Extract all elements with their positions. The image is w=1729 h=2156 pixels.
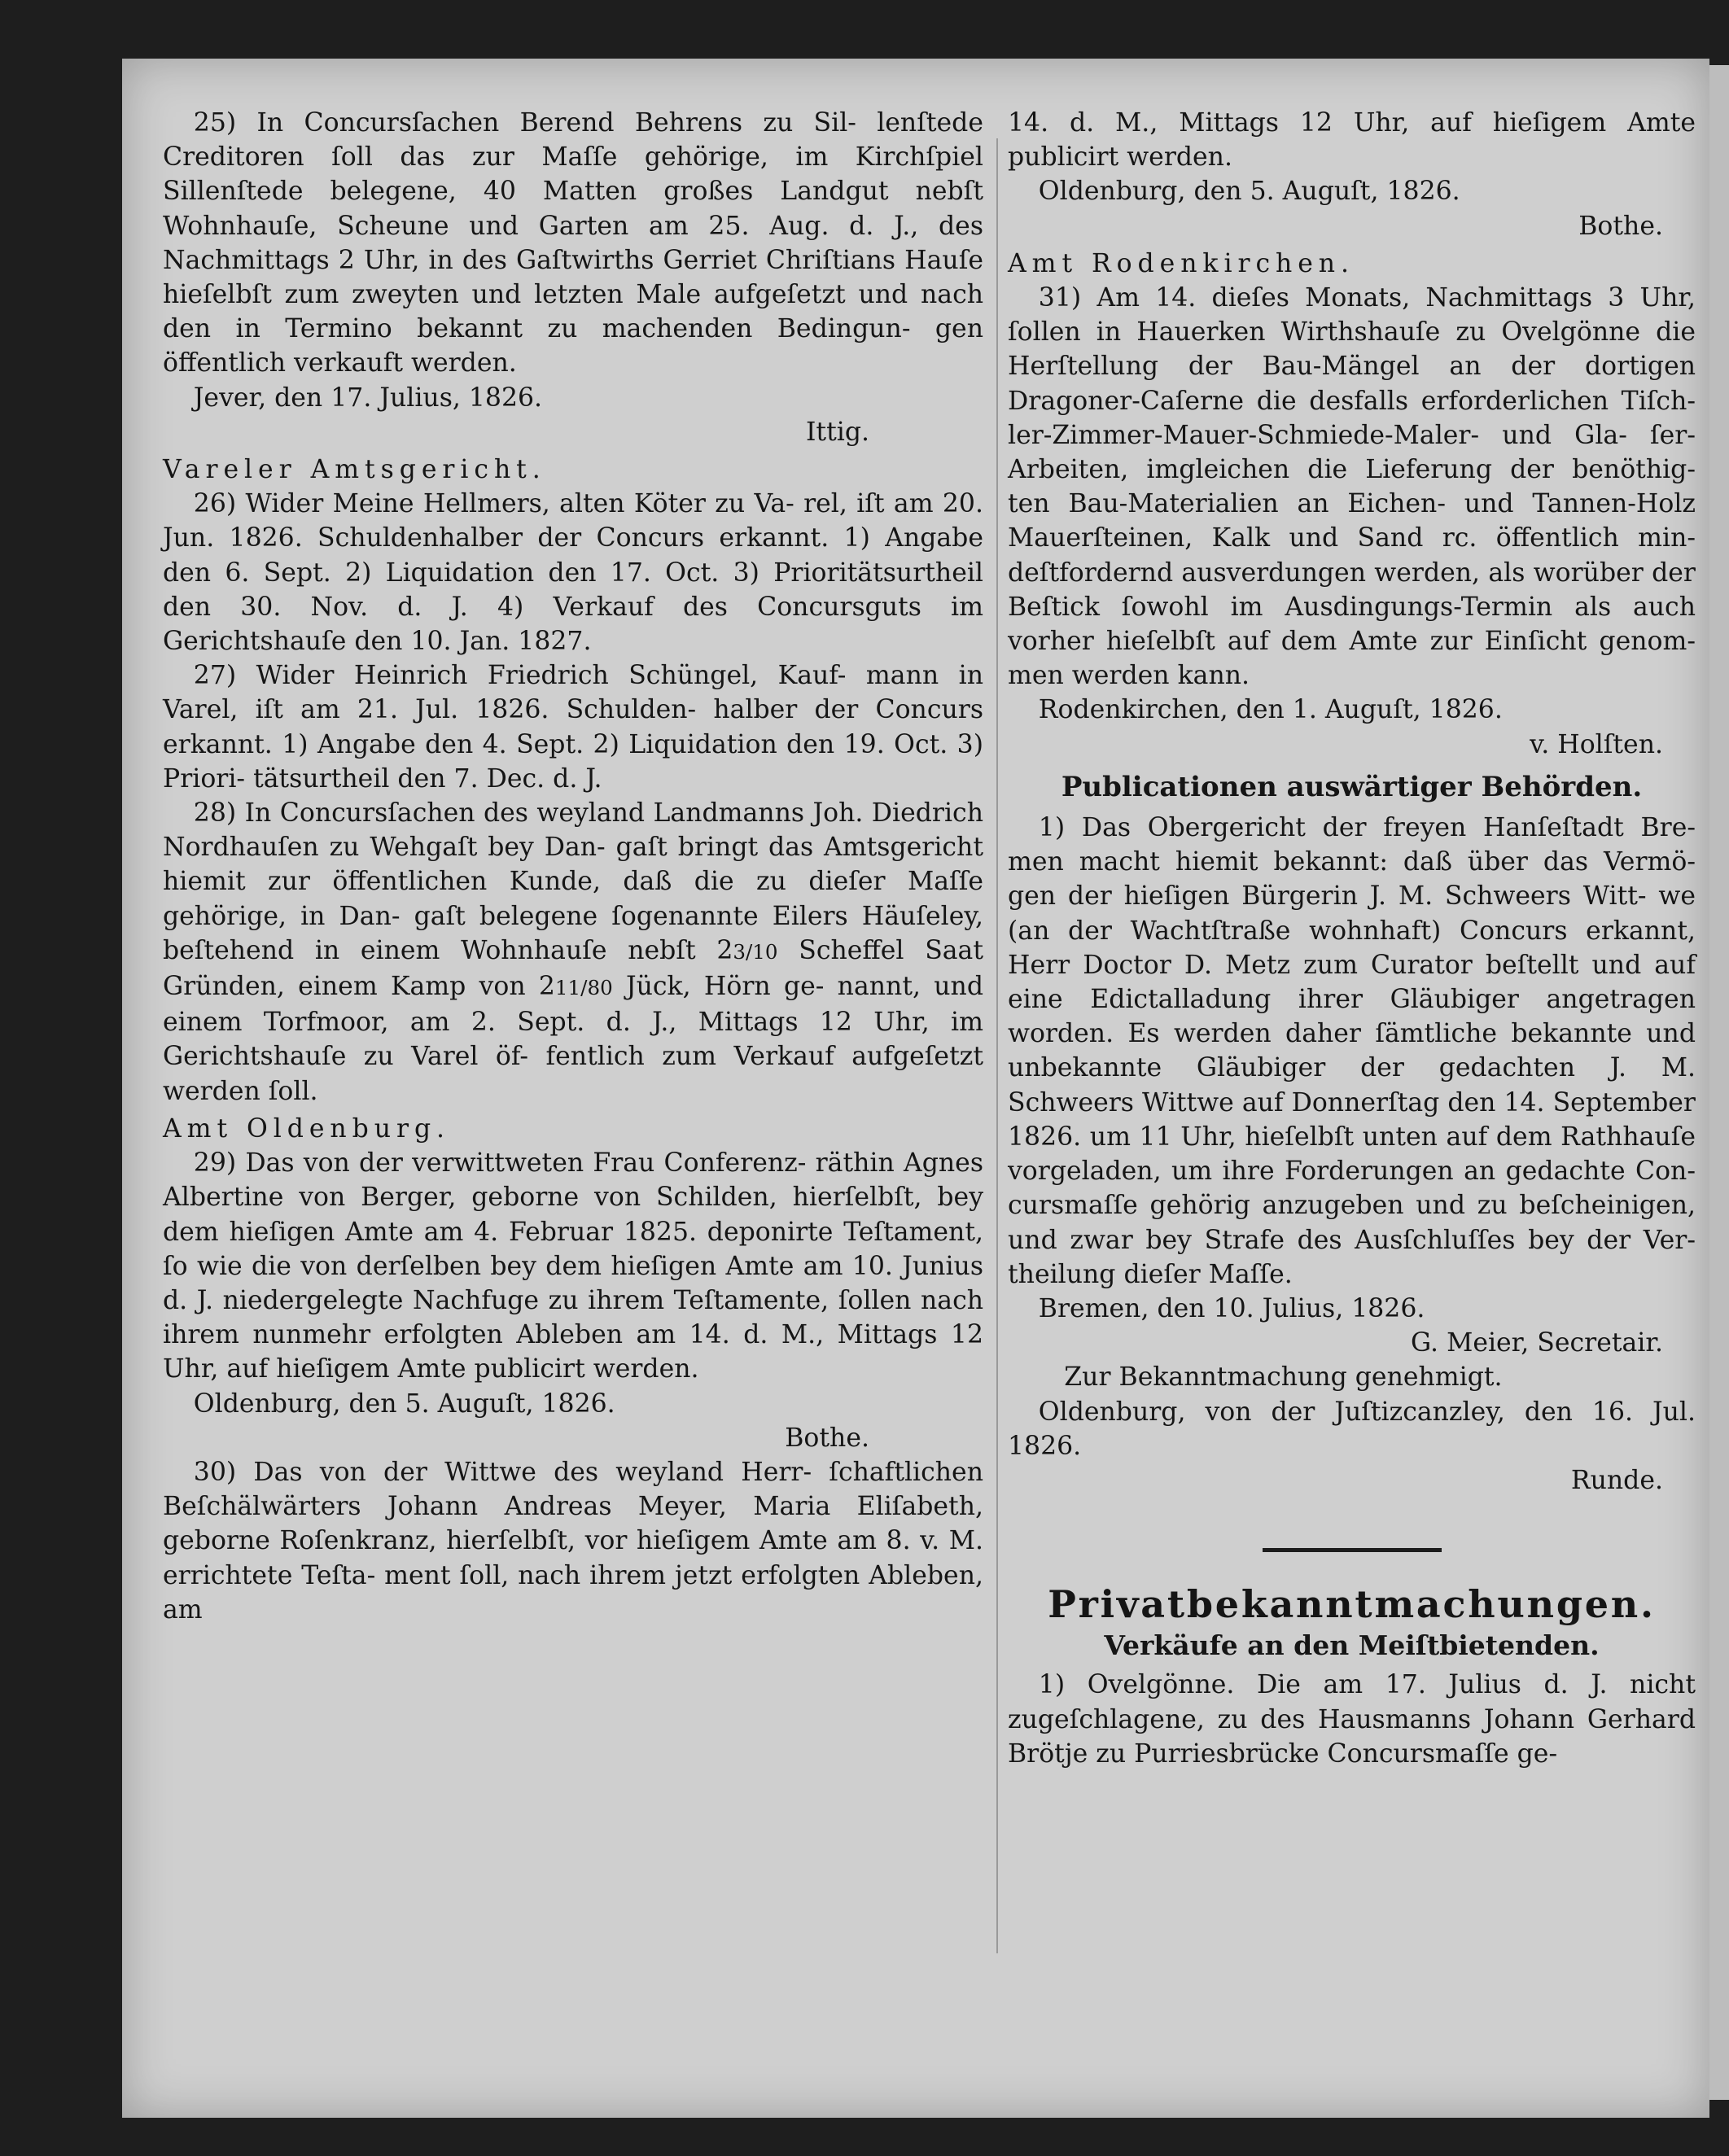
- notice-28-part-c: Jück, Hörn ge- nannt, und einem Torfmoor, am 2. Sept. d. J., Mittags 12 Uhr, im Gerichtshauſe zu Varel öf- fentlich zum Verkauf aufgeſetzt werden ſoll.: [163, 972, 983, 1106]
- approval-signature: Runde.: [1570, 1465, 1663, 1495]
- publication-1-signature: G. Meier, Secretair.: [1411, 1328, 1663, 1358]
- fraction-jueck: 11/80: [554, 976, 613, 1000]
- notice-25-date: Jever, den 17. Julius, 1826.: [193, 383, 543, 413]
- section-heading-publications: Publicationen auswärtiger Behörden.: [1061, 770, 1643, 803]
- notice-30: 30) Das von der Wittwe des weyland Herr- ſchaftlichen Beſchälwärters Johann Andreas Meyer, Maria Eliſabeth, geborne Roſenkranz, hierſelbſt, vor hieſigem Amte am 8. v. M. errichtete Teſta- ment ſoll, nach ihrem jetzt erfolgten Ableben, am: [163, 1457, 983, 1625]
- notice-28-part-a: 28) In Concursſachen des weyland Landmanns Joh. Diedrich Nordhauſen zu Wehgaſt bey Dan- gaſt bringt das Amtsgericht hiemit zur öffentlichen Kunde, daß die zu dieſer Maſſe gehörige, in Dan- gaſt belegene ſogenannte Eilers Häuſeley, beſtehend in einem Wohnhauſe nebſt 2: [163, 798, 983, 965]
- notice-27: 27) Wider Heinrich Friedrich Schüngel, Kauf- mann in Varel, iſt am 21. Jul. 1826. Schulden- halber der Concurs erkannt. 1) Angabe den 4. Sept. 2) Liquidation den 19. Oct. 3) Priori- tätsurtheil den 7. Dec. d. J.: [163, 661, 983, 794]
- section-heading-private: Privatbekanntmachungen.: [1048, 1582, 1656, 1627]
- publication-1: 1) Das Obergericht der freyen Hanſeſtadt Bre- men macht hiemit bekannt: daß über das Vermö- gen der hieſigen Bürgerin J. M. Schweers Witt- we (an der Wachtſtraße wohnhaft) Concurs erkannt, Herr Doctor D. Metz zum Curator beſtellt und auf eine Edictalladung ihrer Gläubiger angetragen worden. Es werden daher ſämtliche bekannte und unbekannte Gläubiger der gedachten J. M. Schweers Wittwe auf Donnerſtag den 14. September 1826. um 11 Uhr, hieſelbſt unten auf dem Rathhauſe vorgeladen, um ihre Forderungen an gedachte Con- cursmaſſe gehörig anzugeben und zu beſcheinigen, und zwar bey Strafe des Ausſchluſſes bey der Ver- theilung dieſer Maſſe.: [1008, 813, 1696, 1289]
- notice-29-date: Oldenburg, den 5. Auguſt, 1826.: [193, 1388, 615, 1419]
- notice-28: [163, 796, 983, 1109]
- notice-30-continued: 14. d. M., Mittags 12 Uhr, auf hieſigem Amte publicirt werden.: [1008, 108, 1696, 173]
- notice-30-date: Oldenburg, den 5. Auguſt, 1826.: [1038, 177, 1460, 207]
- right-column: [1008, 106, 1696, 1771]
- approval-date: Oldenburg, von der Juſtizcanzley, den 16. Jul. 1826.: [1008, 1397, 1696, 1461]
- notice-25-signature: Ittig.: [805, 417, 869, 447]
- notice-26: 26) Wider Meine Hellmers, alten Köter zu Va- rel, iſt am 20. Jun. 1826. Schuldenhalber der Concurs erkannt. 1) Angabe den 6. Sept. 2) Liquidation den 17. Oct. 3) Prioritätsurtheil den 30. Nov. d. J. 4) Verkauf des Concursguts im Gerichtshauſe den 10. Jan. 1827.: [163, 489, 983, 657]
- notice-29-signature: Bothe.: [785, 1423, 869, 1453]
- court-heading-varel: Vareler Amtsgericht.: [163, 455, 546, 485]
- subheading-sales: Verkäufe an den Meiſtbietenden.: [1104, 1629, 1600, 1662]
- court-heading-rodenkirchen: Amt Rodenkirchen.: [1008, 248, 1355, 278]
- notice-29: 29) Das von der verwittweten Frau Conferenz- räthin Agnes Albertine von Berger, geborne von Schilden, hierſelbſt, bey dem hieſigen Amte am 4. Februar 1825. deponirte Teſtament, ſo wie die von derſelben bey dem hieſigen Amte am 10. Junius d. J. niedergelegte Nachfuge zu ihrem Teſtamente, ſollen nach ihrem nunmehr erfolgten Ableben am 14. d. M., Mittags 12 Uhr, auf hieſigem Amte publicirt werden.: [163, 1148, 983, 1384]
- notice-31-date: Rodenkirchen, den 1. Auguſt, 1826.: [1038, 695, 1503, 725]
- notice-31: 31) Am 14. dieſes Monats, Nachmittags 3 Uhr, ſollen in Hauerken Wirthshauſe zu Ovelgönne die Herſtellung der Bau-Mängel an der dortigen Dragoner-Caſerne die desfalls erforderlichen Tiſch- ler-Zimmer-Mauer-Schmiede-Maler- und Gla- ſer-Arbeiten, imgleichen die Lieferung der benöthig- ten Bau-Materialien an Eichen- und Tannen-Holz Mauerſteinen, Kalk und Sand rc. öffentlich min- deſtfordernd ausverdungen werden, als worüber der Beſtick ſowohl im Ausdingungs-Termin als auch vorher hieſelbſt auf dem Amte zur Einſicht genom- men werden kann.: [1008, 283, 1696, 691]
- notice-31-signature: v. Holſten.: [1530, 729, 1663, 759]
- section-divider: [1263, 1548, 1442, 1552]
- sale-notice-1: 1) Ovelgönne. Die am 17. Julius d. J. nicht zugeſchlagene, zu des Hausmanns Johann Gerhard Brötje zu Purriesbrücke Concursmaſſe ge-: [1008, 1670, 1696, 1769]
- notice-30-signature: Bothe.: [1578, 211, 1663, 241]
- column-divider: [996, 138, 998, 1953]
- publication-1-date: Bremen, den 10. Julius, 1826.: [1038, 1293, 1425, 1323]
- notice-28-part-b: Scheffel Saat Gründen, einem Kamp von 2: [163, 935, 983, 1002]
- approval-note: Zur Bekanntmachung genehmigt.: [1064, 1362, 1503, 1393]
- notice-25: 25) In Concursſachen Berend Behrens zu Sil- lenſtede Creditoren ſoll das zur Maſſe gehörige, im Kirchſpiel Sillenſtede belegene, 40 Matten großes Landgut nebſt Wohnhauſe, Scheune und Garten am 25. Aug. d. J., des Nachmittags 2 Uhr, in des Gaſtwirths Gerriet Chriſtians Hauſe hieſelbſt zum zweyten und letzten Male aufgeſetzt und nach den in Termino bekannt zu machenden Bedingun- gen öffentlich verkauft werden.: [163, 108, 983, 378]
- left-column: [163, 106, 983, 1627]
- court-heading-oldenburg: Amt Oldenburg.: [163, 1113, 450, 1144]
- fraction-scheffel: 3/10: [733, 939, 778, 964]
